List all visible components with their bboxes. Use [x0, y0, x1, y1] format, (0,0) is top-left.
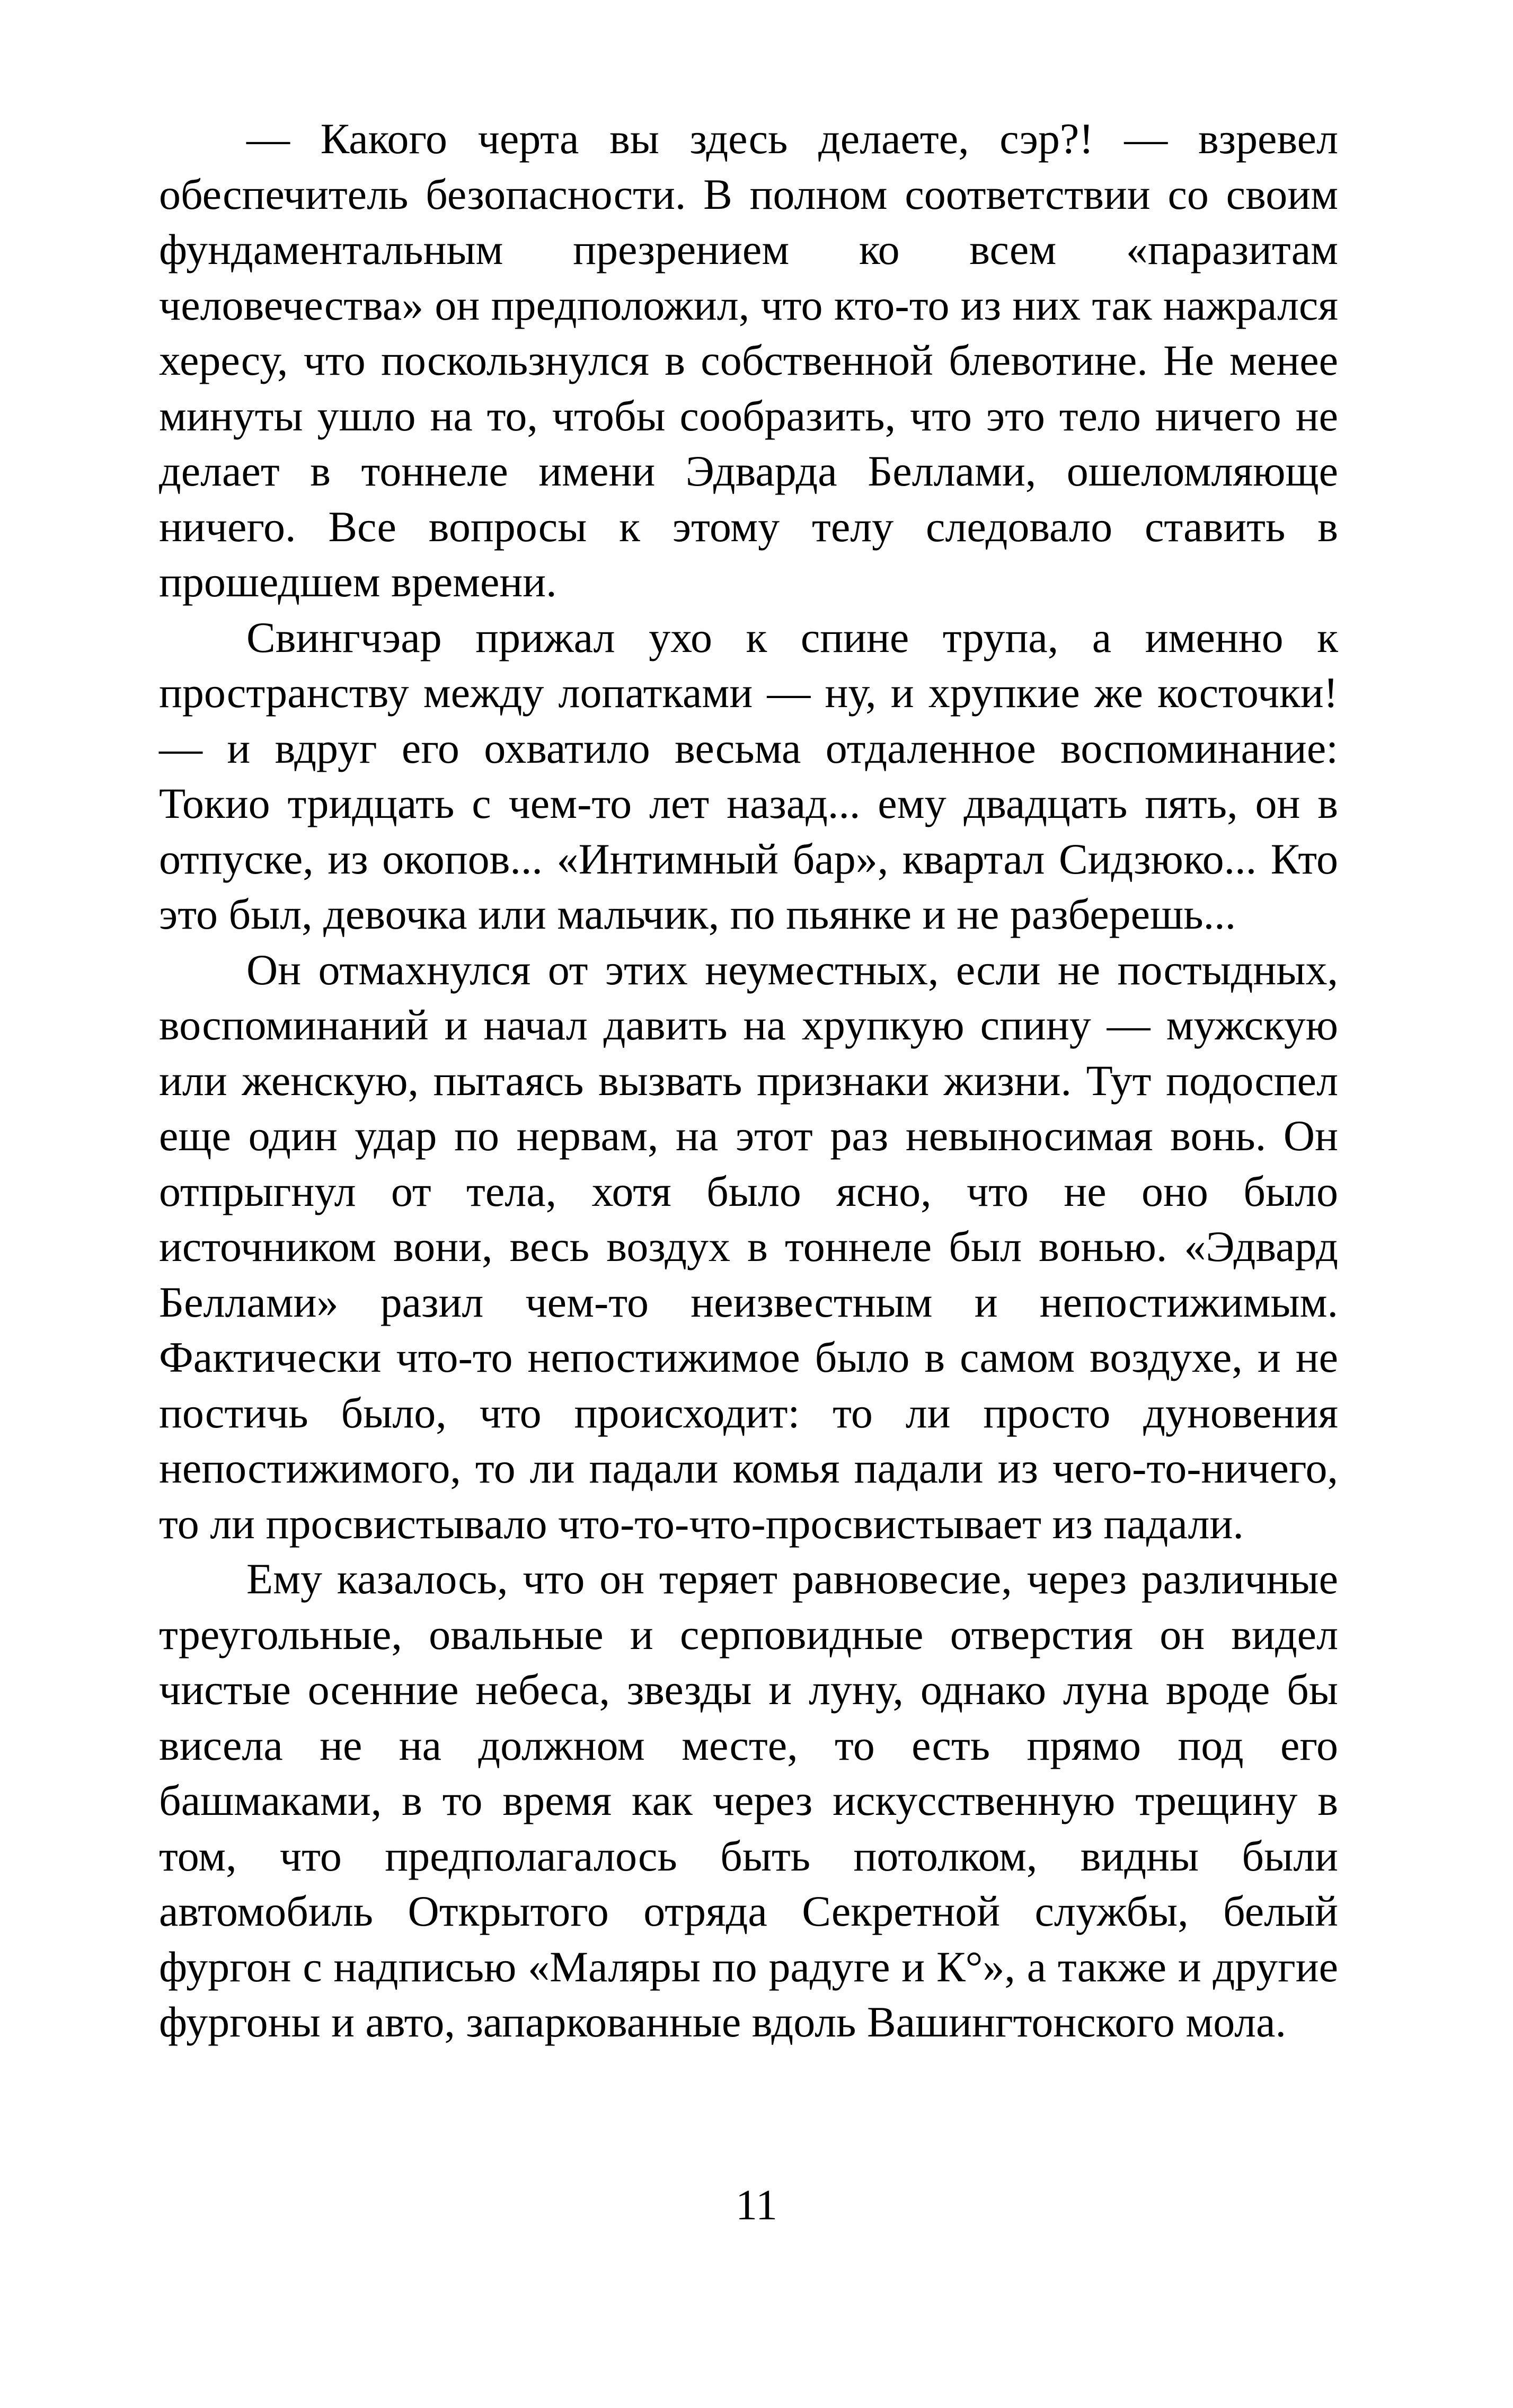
body-text [159, 111, 1338, 2050]
paragraph-3: Он отмахнулся от этих неуместных, если не постыдных, воспоминаний и начал давить на хрупкую спину — мужскую или женскую, пытаясь вызвать признаки жизни. Тут подоспел еще один удар по нервам, на этот раз невыносимая вонь. Он отпрыгнул от тела, хотя было ясно, что не оно было источником вони, весь воздух в тоннеле был вонью. «Эдвард Беллами» разил чем-то неизвестным и непостижимым. Фактически что-то непостижимое было в самом воздухе, и не постичь было, что происходит: то ли просто дуновения непостижимого, то ли падали комья падали из чего-то-ничего, то ли просвистывало что-то-что-просвистывает из падали. [159, 945, 1338, 1548]
paragraph-2: Свингчэар прижал ухо к спине трупа, а именно к пространству между лопатками — ну, и хрупкие же косточки! — и вдруг его охватило весьма отдаленное воспоминание: Токио тридцать с чем-то лет назад... ему двадцать пять, он в отпуске, из окопов... «Интимный бар», квартал Сидзюко... Кто это был, девочка или мальчик, по пьянке и не разберешь... [159, 613, 1338, 938]
page-number: 11 [736, 2181, 777, 2229]
paragraph-1: — Какого черта вы здесь делаете, сэр?! — взревел обеспечитель безопасности. В полном соответствии со своим фундаментальным презрением ко всем «паразитам человечества» он предположил, что кто-то из них так нажрался хересу, что поскользнулся в собственной блевотине. Не менее минуты ушло на то, чтобы сообразить, что это тело ничего не делает в тоннеле имени Эдварда Беллами, ошеломляюще ничего. Все вопросы к этому телу следовало ставить в прошедшем времени. [159, 114, 1338, 606]
paragraph-4: Ему казалось, что он теряет равновесие, через различные треугольные, овальные и серповидные отверстия он видел чистые осенние небеса, звезды и луну, однако луна вроде бы висела не на должном месте, то есть прямо под его башмаками, в то время как через искусственную трещину в том, что предполагалось быть потолком, видны были автомобиль Открытого отряда Секретной службы, белый фургон с надписью «Маляры по радуге и К°», а также и другие фургоны и авто, запаркованные вдоль Вашингтонского мола. [159, 1555, 1338, 2046]
